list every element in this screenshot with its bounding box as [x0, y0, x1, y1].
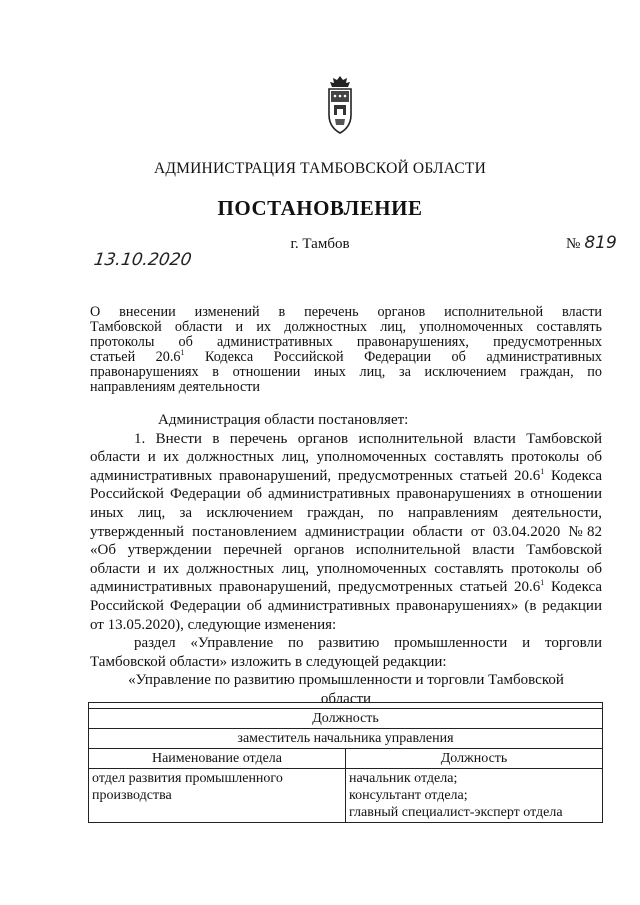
document-city: г. Тамбов	[290, 236, 350, 252]
superscript: 1	[540, 466, 545, 476]
document-subject	[90, 305, 602, 395]
table-subheader-row	[89, 729, 603, 749]
subject-line: протоколы об административных правонарушениях, предусмотренных	[90, 334, 602, 350]
body-line: «Об утверждении перечней органов исполнительной власти Тамбовской	[90, 542, 602, 559]
body-line: утвержденный постановлением администрации области от 03.04.2020 №82	[90, 523, 602, 540]
subject-text: статьей 20.6	[90, 349, 181, 365]
positions-table	[88, 702, 603, 823]
column-header-position: Должность	[346, 749, 603, 769]
body-line: области и их должностных лиц, уполномоченных составлять протоколы об	[90, 560, 602, 577]
section-title-line: области	[320, 690, 372, 707]
body-line	[90, 467, 602, 486]
subject-line	[90, 350, 602, 365]
body-line: раздел «Управление по развитию промышленности и торговли	[134, 635, 602, 652]
subject-line: направлениям деятельности	[90, 379, 261, 395]
body-line: Российской Федерации об административных правонарушениях в отношении	[90, 486, 602, 503]
body-line: от 13.05.2020), следующие изменения:	[90, 616, 337, 633]
body-text: административных правонарушений, предусмотренных статьей 20.6	[90, 579, 541, 596]
coat-of-arms-icon	[324, 75, 356, 135]
positions-cell	[346, 769, 603, 823]
superscript: 1	[540, 578, 545, 588]
position-item: консультант отдела;	[349, 788, 468, 803]
body-line: области и их должностных лиц, уполномоченных составлять протоколы об	[90, 449, 602, 466]
body-line: иных лиц, за исключением граждан, по направлениям деятельности,	[90, 504, 602, 521]
subject-line: Тамбовской области и их должностных лиц, уполномоченных составлять	[90, 319, 602, 335]
table-header-row	[89, 709, 603, 729]
body-text: административных правонарушений, предусмотренных статьей 20.6	[90, 467, 541, 484]
position-item: начальник отдела;	[349, 771, 458, 786]
subject-line: правонарушениях в отношении иных лиц, за исключением граждан, по	[90, 364, 602, 380]
body-line	[90, 578, 602, 597]
department-cell: отдел развития промышленного производства	[89, 769, 346, 823]
subject-text: Кодекса Российской Федерации об административных	[184, 349, 602, 365]
body-line: Российской Федерации об административных правонарушениях» (в редакции	[90, 597, 602, 614]
superscript: 1	[180, 348, 185, 357]
body-text: Кодекса	[544, 579, 602, 596]
document-body	[90, 411, 602, 709]
position-item: главный специалист-эксперт отдела	[349, 805, 563, 820]
table-header: Должность	[89, 709, 603, 729]
organization-name: АДМИНИСТРАЦИЯ ТАМБОВСКОЙ ОБЛАСТИ	[154, 160, 486, 177]
body-text: Кодекса	[544, 467, 602, 484]
body-line: Тамбовской области» изложить в следующей редакции:	[90, 653, 447, 670]
document-date: 13.10.2020	[92, 250, 193, 270]
number-prefix: №	[566, 236, 581, 252]
body-line: Администрация области постановляет:	[158, 412, 409, 428]
table-row	[89, 769, 603, 823]
document-number	[566, 233, 617, 253]
table-column-header-row	[89, 749, 603, 769]
subject-line: О внесении изменений в перечень органов исполнительной власти	[90, 304, 602, 320]
number-value: 819	[584, 233, 617, 253]
table-subheader: заместитель начальника управления	[89, 729, 603, 749]
document-type-title: ПОСТАНОВЛЕНИЕ	[217, 196, 423, 220]
column-header-department: Наименование отдела	[89, 749, 346, 769]
section-title-line: «Управление по развитию промышленности и торговли Тамбовской	[128, 672, 564, 689]
body-line: 1. Внести в перечень органов исполнительной власти Тамбовской	[134, 430, 602, 447]
